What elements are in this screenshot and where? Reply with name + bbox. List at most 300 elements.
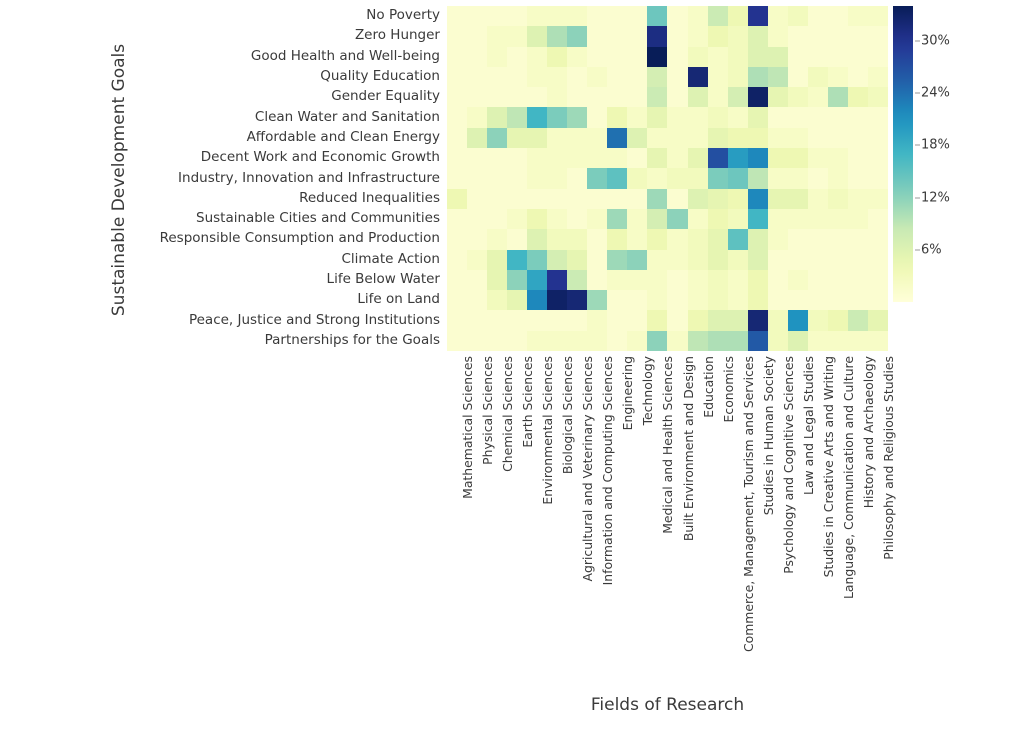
- heatmap-cell: [507, 67, 527, 87]
- heatmap-cell: [467, 209, 487, 229]
- heatmap-cell: [788, 209, 808, 229]
- heatmap-cell: [507, 229, 527, 249]
- heatmap-cell: [527, 67, 547, 87]
- heatmap-cell: [868, 47, 888, 67]
- heatmap-cell: [487, 128, 507, 148]
- heatmap-cell: [808, 229, 828, 249]
- heatmap-cell: [487, 290, 507, 310]
- heatmap-cell: [667, 47, 687, 67]
- heatmap-cell: [527, 250, 547, 270]
- heatmap-cell: [828, 6, 848, 26]
- heatmap-cell: [667, 128, 687, 148]
- heatmap-cell: [768, 128, 788, 148]
- heatmap-cell: [688, 107, 708, 127]
- heatmap-cell: [768, 189, 788, 209]
- heatmap-cell: [667, 270, 687, 290]
- heatmap-cell: [567, 128, 587, 148]
- heatmap-cell: [788, 128, 808, 148]
- heatmap-cell: [507, 47, 527, 67]
- y-axis-tick-label: No Poverty: [366, 7, 440, 24]
- heatmap-cell: [748, 26, 768, 46]
- heatmap-cell: [507, 331, 527, 351]
- heatmap-cell: [768, 250, 788, 270]
- heatmap-cell: [808, 47, 828, 67]
- x-axis-tick-label: Biological Sciences: [560, 356, 576, 475]
- heatmap-cell: [487, 148, 507, 168]
- y-axis-tick-label: Reduced Inequalities: [299, 189, 440, 206]
- heatmap-cell: [748, 128, 768, 148]
- heatmap-cell: [547, 331, 567, 351]
- heatmap-cell: [447, 168, 467, 188]
- heatmap-cell: [507, 310, 527, 330]
- colorbar-tick-label: 24%: [921, 85, 950, 101]
- y-axis-tick-label: Zero Hunger: [354, 27, 440, 44]
- heatmap-cell: [627, 250, 647, 270]
- heatmap-cell: [828, 148, 848, 168]
- heatmap-cell: [748, 87, 768, 107]
- heatmap-cell: [587, 250, 607, 270]
- heatmap-cell: [828, 189, 848, 209]
- heatmap-cell: [848, 87, 868, 107]
- heatmap-cell: [647, 229, 667, 249]
- heatmap-cell: [607, 331, 627, 351]
- heatmap-cell: [507, 148, 527, 168]
- heatmap-cell: [507, 270, 527, 290]
- heatmap-cell: [768, 331, 788, 351]
- heatmap-cell: [748, 67, 768, 87]
- heatmap-cell: [627, 107, 647, 127]
- heatmap-cell: [507, 189, 527, 209]
- heatmap-cell: [487, 310, 507, 330]
- heatmap-cell: [848, 6, 868, 26]
- x-axis-tick-label: Economics: [720, 356, 736, 423]
- heatmap-cell: [868, 209, 888, 229]
- heatmap-cell: [848, 270, 868, 290]
- heatmap-cell: [567, 209, 587, 229]
- heatmap-cell: [688, 128, 708, 148]
- heatmap-cell: [868, 6, 888, 26]
- heatmap-cell: [848, 128, 868, 148]
- heatmap-cell: [667, 290, 687, 310]
- heatmap-cell: [607, 107, 627, 127]
- heatmap-cell: [547, 47, 567, 67]
- x-axis-tick-label: Psychology and Cognitive Sciences: [780, 356, 796, 574]
- heatmap-cell: [728, 128, 748, 148]
- heatmap-cell: [607, 229, 627, 249]
- heatmap-cell: [808, 270, 828, 290]
- heatmap-cell: [688, 87, 708, 107]
- heatmap-cell: [868, 310, 888, 330]
- heatmap-cell: [447, 250, 467, 270]
- y-axis-tick-label: Industry, Innovation and Infrastructure: [178, 169, 440, 186]
- heatmap-cell: [647, 6, 667, 26]
- heatmap-cell: [587, 168, 607, 188]
- heatmap-cell: [607, 47, 627, 67]
- heatmap-cell: [487, 250, 507, 270]
- x-axis-tick-label: Language, Communication and Culture: [840, 356, 856, 599]
- heatmap-cell: [728, 148, 748, 168]
- heatmap-cell: [748, 331, 768, 351]
- x-axis-tick-label: Engineering: [620, 356, 636, 431]
- heatmap-cell: [808, 168, 828, 188]
- heatmap-cell: [748, 250, 768, 270]
- heatmap-cell: [667, 148, 687, 168]
- heatmap-cell: [788, 189, 808, 209]
- heatmap-cell: [447, 107, 467, 127]
- heatmap-cell: [808, 250, 828, 270]
- x-axis-tick-label: Law and Legal Studies: [800, 356, 816, 495]
- heatmap-cell: [547, 290, 567, 310]
- heatmap-cell: [708, 107, 728, 127]
- heatmap-cell: [688, 209, 708, 229]
- x-axis-tick-label: Physical Sciences: [480, 356, 496, 465]
- heatmap-cell: [667, 168, 687, 188]
- y-axis-tick-label: Climate Action: [341, 250, 440, 267]
- y-axis-tick-label: Affordable and Clean Energy: [246, 128, 440, 145]
- heatmap-cell: [447, 229, 467, 249]
- heatmap-cell: [587, 189, 607, 209]
- heatmap-cell: [848, 229, 868, 249]
- heatmap-cell: [587, 229, 607, 249]
- heatmap-cell: [748, 209, 768, 229]
- heatmap-cell: [748, 189, 768, 209]
- heatmap-cell: [467, 87, 487, 107]
- heatmap-cell: [828, 209, 848, 229]
- heatmap-cell: [808, 310, 828, 330]
- heatmap-cell: [788, 331, 808, 351]
- heatmap-cell: [848, 168, 868, 188]
- heatmap-cell: [467, 310, 487, 330]
- colorbar-tick-mark: [915, 40, 920, 41]
- heatmap-cell: [447, 331, 467, 351]
- heatmap-cell: [728, 67, 748, 87]
- heatmap-cell: [828, 270, 848, 290]
- heatmap-cell: [627, 209, 647, 229]
- heatmap-cell: [467, 331, 487, 351]
- y-axis-title: Sustainable Development Goals: [109, 43, 129, 317]
- heatmap-cell: [688, 148, 708, 168]
- heatmap-cell: [768, 47, 788, 67]
- heatmap-cell: [748, 107, 768, 127]
- heatmap-cell: [728, 47, 748, 67]
- heatmap-cell: [768, 67, 788, 87]
- heatmap-cell: [708, 6, 728, 26]
- heatmap-cell: [547, 270, 567, 290]
- heatmap-cell: [828, 107, 848, 127]
- heatmap-cell: [587, 87, 607, 107]
- heatmap-cell: [547, 148, 567, 168]
- heatmap-cell: [808, 26, 828, 46]
- heatmap-cell: [567, 168, 587, 188]
- heatmap-cell: [768, 209, 788, 229]
- heatmap-cell: [587, 270, 607, 290]
- heatmap-cell: [467, 189, 487, 209]
- heatmap-cell: [788, 6, 808, 26]
- heatmap-cell: [688, 168, 708, 188]
- heatmap-cell: [647, 67, 667, 87]
- heatmap-cell: [688, 250, 708, 270]
- heatmap-cell: [868, 270, 888, 290]
- heatmap-cell: [828, 310, 848, 330]
- heatmap-cell: [527, 168, 547, 188]
- heatmap-cell: [728, 189, 748, 209]
- heatmap-cell: [447, 128, 467, 148]
- heatmap-cell: [868, 87, 888, 107]
- heatmap-cell: [788, 26, 808, 46]
- heatmap-cell: [627, 270, 647, 290]
- heatmap-cell: [728, 209, 748, 229]
- heatmap-cell: [788, 87, 808, 107]
- heatmap-cell: [828, 87, 848, 107]
- heatmap-cell: [447, 189, 467, 209]
- heatmap-cell: [607, 128, 627, 148]
- heatmap-cell: [627, 6, 647, 26]
- heatmap-cell: [667, 26, 687, 46]
- heatmap-cell: [688, 47, 708, 67]
- x-axis-title: Fields of Research: [590, 695, 745, 715]
- y-axis-tick-label: Life Below Water: [326, 270, 440, 287]
- heatmap-cell: [587, 67, 607, 87]
- heatmap-cell: [467, 168, 487, 188]
- heatmap-cell: [848, 47, 868, 67]
- heatmap-cell: [788, 270, 808, 290]
- heatmap-cell: [627, 87, 647, 107]
- heatmap-cell: [547, 189, 567, 209]
- heatmap-cell: [808, 87, 828, 107]
- heatmap-cell: [487, 270, 507, 290]
- heatmap-cell: [808, 209, 828, 229]
- heatmap-cell: [868, 26, 888, 46]
- heatmap-cell: [487, 26, 507, 46]
- heatmap-cell: [828, 47, 848, 67]
- colorbar-tick-label: 12%: [921, 190, 950, 206]
- heatmap-cell: [567, 6, 587, 26]
- heatmap-cell: [547, 67, 567, 87]
- heatmap-cell: [587, 148, 607, 168]
- heatmap-cell: [788, 47, 808, 67]
- heatmap-grid: [447, 6, 888, 351]
- y-axis-tick-labels: [150, 6, 440, 351]
- heatmap-cell: [647, 209, 667, 229]
- heatmap-cell: [688, 270, 708, 290]
- heatmap-cell: [728, 26, 748, 46]
- x-axis-tick-label: Education: [700, 356, 716, 418]
- heatmap-cell: [547, 107, 567, 127]
- heatmap-cell: [547, 229, 567, 249]
- heatmap-cell: [507, 26, 527, 46]
- heatmap-cell: [688, 229, 708, 249]
- heatmap-cell: [768, 310, 788, 330]
- heatmap-cell: [868, 331, 888, 351]
- heatmap-cell: [848, 148, 868, 168]
- heatmap-cell: [868, 229, 888, 249]
- heatmap-cell: [848, 331, 868, 351]
- heatmap-cell: [828, 67, 848, 87]
- heatmap-cell: [547, 250, 567, 270]
- heatmap-cell: [667, 67, 687, 87]
- x-axis-tick-label: Philosophy and Religious Studies: [880, 356, 896, 560]
- heatmap-cell: [447, 148, 467, 168]
- heatmap-cell: [808, 128, 828, 148]
- heatmap-cell: [768, 87, 788, 107]
- heatmap-cell: [587, 47, 607, 67]
- y-axis-tick-label: Life on Land: [357, 291, 440, 308]
- heatmap-cell: [447, 6, 467, 26]
- heatmap-cell: [607, 67, 627, 87]
- heatmap-cell: [868, 168, 888, 188]
- y-axis-tick-label: Sustainable Cities and Communities: [196, 210, 440, 227]
- heatmap-cell: [647, 331, 667, 351]
- heatmap-cell: [627, 331, 647, 351]
- heatmap-cell: [627, 290, 647, 310]
- heatmap-cell: [547, 26, 567, 46]
- heatmap-cell: [647, 26, 667, 46]
- heatmap-cell: [507, 250, 527, 270]
- heatmap-cell: [567, 26, 587, 46]
- heatmap-cell: [607, 290, 627, 310]
- heatmap-cell: [768, 270, 788, 290]
- heatmap-cell: [527, 148, 547, 168]
- heatmap-cell: [728, 250, 748, 270]
- heatmap-cell: [788, 290, 808, 310]
- x-axis-tick-label: Chemical Sciences: [500, 356, 516, 472]
- heatmap-cell: [607, 26, 627, 46]
- heatmap-cell: [607, 209, 627, 229]
- heatmap-cell: [688, 189, 708, 209]
- heatmap-cell: [708, 250, 728, 270]
- heatmap-cell: [507, 6, 527, 26]
- heatmap-cell: [868, 148, 888, 168]
- heatmap-cell: [647, 128, 667, 148]
- heatmap-cell: [447, 270, 467, 290]
- heatmap-cell: [587, 128, 607, 148]
- heatmap-cell: [748, 310, 768, 330]
- heatmap-cell: [447, 26, 467, 46]
- heatmap-cell: [688, 290, 708, 310]
- heatmap-cell: [627, 148, 647, 168]
- heatmap-cell: [748, 290, 768, 310]
- heatmap-cell: [828, 128, 848, 148]
- x-axis-tick-label: Studies in Creative Arts and Writing: [820, 356, 836, 578]
- heatmap-cell: [848, 26, 868, 46]
- heatmap-cell: [788, 148, 808, 168]
- heatmap-cell: [868, 250, 888, 270]
- heatmap-cell: [768, 26, 788, 46]
- heatmap-cell: [808, 107, 828, 127]
- heatmap-cell: [547, 168, 567, 188]
- heatmap-cell: [627, 128, 647, 148]
- heatmap-cell: [667, 331, 687, 351]
- heatmap-cell: [808, 6, 828, 26]
- heatmap-cell: [788, 107, 808, 127]
- heatmap-cell: [587, 331, 607, 351]
- heatmap-cell: [748, 270, 768, 290]
- heatmap-cell: [647, 168, 667, 188]
- heatmap-cell: [848, 67, 868, 87]
- heatmap-cell: [808, 290, 828, 310]
- heatmap-cell: [688, 6, 708, 26]
- heatmap-cell: [567, 148, 587, 168]
- y-axis-tick-label: Decent Work and Economic Growth: [200, 149, 440, 166]
- heatmap-cell: [587, 290, 607, 310]
- heatmap-cell: [728, 87, 748, 107]
- heatmap-cell: [828, 229, 848, 249]
- heatmap-cell: [467, 229, 487, 249]
- y-axis-tick-label: Peace, Justice and Strong Institutions: [188, 311, 440, 328]
- heatmap-cell: [627, 47, 647, 67]
- heatmap-cell: [647, 47, 667, 67]
- heatmap-cell: [808, 67, 828, 87]
- heatmap-cell: [567, 290, 587, 310]
- heatmap-cell: [447, 290, 467, 310]
- x-axis-tick-labels: [447, 356, 896, 653]
- heatmap-cell: [828, 168, 848, 188]
- heatmap-cell: [627, 67, 647, 87]
- heatmap-cell: [848, 189, 868, 209]
- heatmap-cell: [748, 148, 768, 168]
- heatmap-cell: [607, 189, 627, 209]
- heatmap-cell: [487, 87, 507, 107]
- heatmap-cell: [708, 148, 728, 168]
- heatmap-cell: [527, 290, 547, 310]
- heatmap-cell: [567, 107, 587, 127]
- heatmap-cell: [828, 250, 848, 270]
- heatmap-cell: [587, 209, 607, 229]
- heatmap-cell: [788, 229, 808, 249]
- heatmap-cell: [647, 189, 667, 209]
- heatmap-cell: [848, 209, 868, 229]
- heatmap-cell: [467, 6, 487, 26]
- heatmap-cell: [708, 310, 728, 330]
- x-axis-tick-label: Commerce, Management, Tourism and Services: [740, 356, 756, 653]
- heatmap-cell: [748, 229, 768, 249]
- heatmap-cell: [868, 189, 888, 209]
- heatmap-cell: [467, 107, 487, 127]
- heatmap-cell: [788, 168, 808, 188]
- heatmap-cell: [627, 189, 647, 209]
- x-axis-tick-label: Built Environment and Design: [680, 356, 696, 542]
- heatmap-cell: [487, 168, 507, 188]
- heatmap-cell: [667, 209, 687, 229]
- heatmap-cell: [527, 229, 547, 249]
- heatmap-cell: [768, 148, 788, 168]
- heatmap-cell: [828, 26, 848, 46]
- heatmap-cell: [708, 87, 728, 107]
- heatmap-cell: [688, 310, 708, 330]
- heatmap-cell: [708, 26, 728, 46]
- heatmap-cell: [547, 6, 567, 26]
- heatmap-cell: [627, 310, 647, 330]
- heatmap-cell: [527, 331, 547, 351]
- y-axis-tick-label: Partnerships for the Goals: [264, 331, 440, 348]
- heatmap-cell: [667, 107, 687, 127]
- heatmap-cell: [647, 107, 667, 127]
- heatmap-cell: [728, 168, 748, 188]
- heatmap-cell: [527, 26, 547, 46]
- heatmap-cell: [467, 67, 487, 87]
- heatmap-cell: [587, 310, 607, 330]
- heatmap-cell: [647, 87, 667, 107]
- heatmap-cell: [667, 189, 687, 209]
- colorbar-tick-label: 18%: [921, 137, 950, 153]
- x-axis-tick-label: Technology: [640, 356, 656, 426]
- heatmap-cell: [788, 67, 808, 87]
- heatmap-cell: [467, 26, 487, 46]
- heatmap-cell: [487, 189, 507, 209]
- y-axis-tick-label: Quality Education: [320, 68, 440, 85]
- heatmap-cell: [567, 47, 587, 67]
- heatmap-cell: [607, 250, 627, 270]
